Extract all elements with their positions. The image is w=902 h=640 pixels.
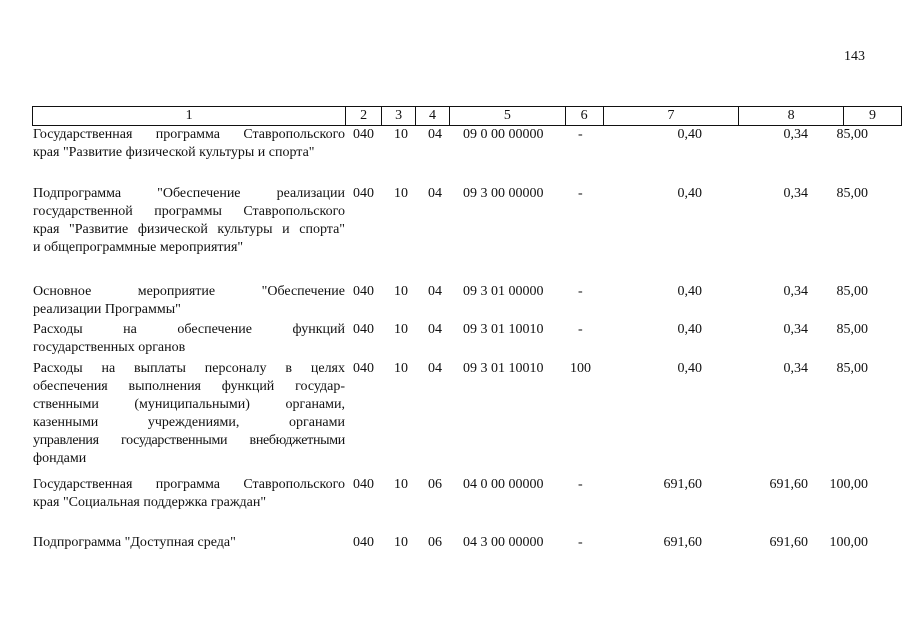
- row-name-line: фондами: [33, 451, 87, 466]
- row-name-line: Государственная программа Ставропольского: [33, 477, 345, 492]
- row-name: [33, 321, 345, 357]
- row-name-line: края "Развитие физической культуры и спорта": [33, 222, 345, 237]
- row-actual: 691,60: [769, 477, 808, 492]
- row-name-line: ственными (муниципальными) органами,: [33, 397, 345, 412]
- row-percent: 100,00: [829, 477, 868, 492]
- row-percent: 85,00: [836, 322, 868, 337]
- row-name-line: обеспечения выполнения функций государ-: [33, 379, 345, 394]
- row-name-line: Государственная программа Ставропольского: [33, 127, 345, 142]
- row-name-line: края "Социальная поддержка граждан": [33, 495, 267, 510]
- row-name-line: государственных органов: [33, 340, 186, 355]
- row-code-section: 10: [394, 186, 408, 201]
- row-code-subsection: 04: [428, 284, 442, 299]
- row-actual: 0,34: [783, 322, 808, 337]
- row-name-line: государственной программы Ставропольского: [33, 204, 345, 219]
- row-name-line: реализации Программы": [33, 302, 181, 317]
- row-code-target: 04 3 00 00000: [463, 535, 544, 550]
- row-code-subsection: 06: [428, 535, 442, 550]
- row-actual: 0,34: [783, 361, 808, 376]
- row-name: [33, 534, 345, 552]
- row-code-admin: 040: [353, 322, 374, 337]
- row-name-line: казенными учреждениями, органами: [33, 415, 345, 430]
- row-name-line: управления государственными внебюджетными: [33, 433, 345, 448]
- row-code-expense-type: 100: [570, 361, 591, 376]
- row-plan: 691,60: [663, 477, 702, 492]
- row-code-section: 10: [394, 322, 408, 337]
- row-name: [33, 126, 345, 162]
- row-code-section: 10: [394, 361, 408, 376]
- row-percent: 85,00: [836, 127, 868, 142]
- header-col-5: 5: [449, 107, 565, 126]
- row-percent: 85,00: [836, 284, 868, 299]
- row-code-admin: 040: [353, 284, 374, 299]
- row-code-target: 09 3 00 00000: [463, 186, 544, 201]
- row-name-line: Расходы на выплаты персоналу в целях: [33, 361, 345, 376]
- row-code-admin: 040: [353, 361, 374, 376]
- row-code-section: 10: [394, 477, 408, 492]
- row-name-line: края "Развитие физической культуры и спорта": [33, 145, 315, 160]
- row-name-line: Расходы на обеспечение функций: [33, 322, 345, 337]
- row-plan: 0,40: [677, 322, 702, 337]
- row-plan: 0,40: [677, 127, 702, 142]
- row-code-subsection: 06: [428, 477, 442, 492]
- row-code-target: 09 3 01 10010: [463, 361, 544, 376]
- header-col-9: 9: [844, 107, 902, 126]
- header-col-1: 1: [33, 107, 346, 126]
- row-name: [33, 185, 345, 257]
- row-name-line: Основное мероприятие "Обеспечение: [33, 284, 345, 299]
- row-code-target: 09 3 01 00000: [463, 284, 544, 299]
- row-code-subsection: 04: [428, 322, 442, 337]
- row-actual: 691,60: [769, 535, 808, 550]
- row-name: [33, 360, 345, 468]
- row-percent: 100,00: [829, 535, 868, 550]
- header-col-8: 8: [739, 107, 844, 126]
- header-col-4: 4: [416, 107, 450, 126]
- row-code-expense-type: -: [578, 186, 583, 201]
- header-col-7: 7: [603, 107, 739, 126]
- row-code-target: 09 3 01 10010: [463, 322, 544, 337]
- row-plan: 0,40: [677, 186, 702, 201]
- row-code-expense-type: -: [578, 127, 583, 142]
- row-actual: 0,34: [783, 127, 808, 142]
- row-code-target: 04 0 00 00000: [463, 477, 544, 492]
- header-col-6: 6: [565, 107, 603, 126]
- row-code-section: 10: [394, 284, 408, 299]
- row-code-admin: 040: [353, 535, 374, 550]
- table-header: [32, 106, 902, 126]
- row-name-line: Подпрограмма "Обеспечение реализации: [33, 186, 345, 201]
- row-code-expense-type: -: [578, 322, 583, 337]
- row-plan: 0,40: [677, 284, 702, 299]
- row-name-line: Подпрограмма "Доступная среда": [33, 535, 236, 550]
- row-percent: 85,00: [836, 361, 868, 376]
- page-number: 143: [844, 49, 865, 64]
- row-name: [33, 283, 345, 319]
- row-code-admin: 040: [353, 127, 374, 142]
- row-code-expense-type: -: [578, 284, 583, 299]
- row-code-subsection: 04: [428, 361, 442, 376]
- row-code-section: 10: [394, 127, 408, 142]
- row-code-section: 10: [394, 535, 408, 550]
- row-code-subsection: 04: [428, 127, 442, 142]
- row-plan: 691,60: [663, 535, 702, 550]
- row-actual: 0,34: [783, 284, 808, 299]
- header-col-2: 2: [346, 107, 382, 126]
- row-code-subsection: 04: [428, 186, 442, 201]
- row-code-admin: 040: [353, 186, 374, 201]
- row-name-line: и общепрограммные мероприятия": [33, 240, 244, 255]
- row-name: [33, 476, 345, 512]
- row-percent: 85,00: [836, 186, 868, 201]
- row-actual: 0,34: [783, 186, 808, 201]
- row-code-expense-type: -: [578, 535, 583, 550]
- header-col-3: 3: [382, 107, 416, 126]
- row-code-admin: 040: [353, 477, 374, 492]
- row-plan: 0,40: [677, 361, 702, 376]
- row-code-target: 09 0 00 00000: [463, 127, 544, 142]
- row-code-expense-type: -: [578, 477, 583, 492]
